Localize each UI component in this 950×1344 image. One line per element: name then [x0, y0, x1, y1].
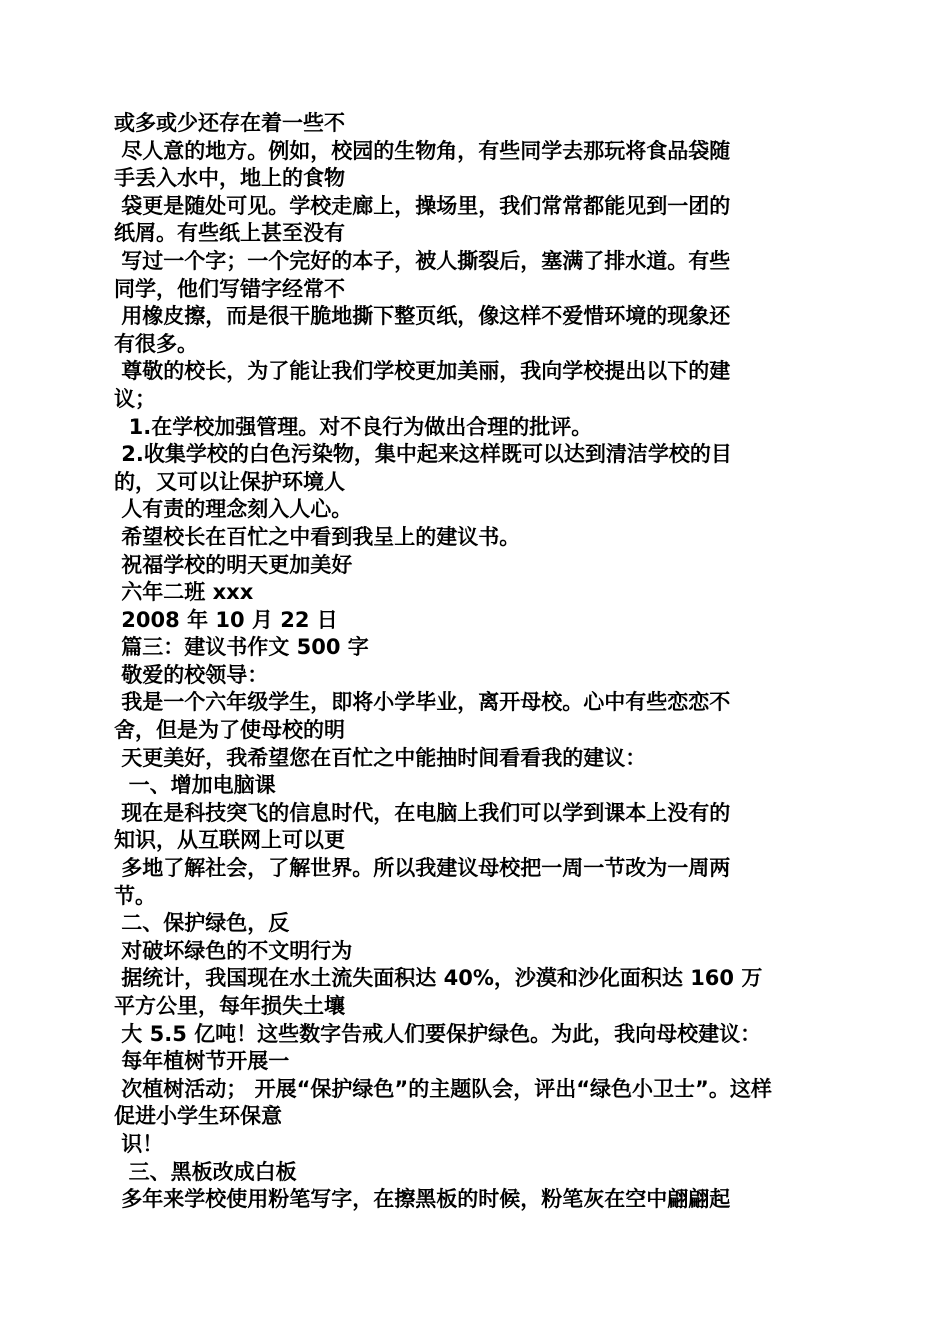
section-heading: 篇三：建议书作文 500 字	[114, 635, 369, 660]
text-line: 人有责的理念刻入人心。	[114, 497, 353, 522]
text-line: 每年植树节开展一	[114, 1049, 290, 1074]
text-line: 多地了解社会，了解世界。所以我建议母校把一周一节改为一周两	[114, 856, 731, 881]
text-line: 祝福学校的明天更加美好	[114, 552, 353, 577]
list-item: 1.在学校加强管理。对不良行为做出合理的批评。	[114, 414, 593, 439]
subheading: 一、增加电脑课	[114, 773, 276, 798]
text-line: 尊敬的校长，为了能让我们学校更加美丽，我向学校提出以下的建	[114, 359, 731, 384]
text-line: 大 5.5 亿吨！这些数字告戒人们要保护绿色。为此，我向母校建议：	[114, 1021, 762, 1046]
text-line: 我是一个六年级学生，即将小学毕业，离开母校。心中有些恋恋不	[114, 690, 731, 715]
text-line: 尽人意的地方。例如，校园的生物角，有些同学去那玩将食品袋随	[114, 138, 731, 163]
text-line: 手丢入水中，地上的食物	[114, 166, 345, 191]
text-line: 同学，他们写错字经常不	[114, 276, 345, 301]
list-item: 2.收集学校的白色污染物，集中起来这样既可以达到清洁学校的目	[114, 442, 732, 467]
text-line: 议；	[114, 386, 156, 411]
text-line: 多年来学校使用粉笔写字，在擦黑板的时候，粉笔灰在空中翩翩起	[114, 1187, 731, 1212]
subheading: 三、黑板改成白板	[114, 1159, 297, 1184]
text-line: 平方公里，每年损失土壤	[114, 994, 345, 1018]
text-line: 或多或少还存在着一些不	[114, 111, 345, 135]
text-line: 次植树活动； 开展“保护绿色”的主题队会，评出“绿色小卫士”。这样	[114, 1076, 772, 1101]
text-line: 对破坏绿色的不文明行为	[114, 938, 353, 963]
text-line: 识！	[114, 1131, 164, 1156]
text-line: 希望校长在百忙之中看到我呈上的建议书。	[114, 524, 521, 549]
text-line: 纸屑。有些纸上甚至没有	[114, 221, 345, 246]
text-line: 天更美好，我希望您在百忙之中能抽时间看看我的建议：	[114, 745, 647, 770]
text-line: 节。	[114, 883, 156, 908]
text-line: 的，又可以让保护环境人	[114, 469, 345, 494]
text-line: 舍，但是为了使母校的明	[114, 718, 345, 743]
text-line: 据统计，我国现在水土流失面积达 40%，沙漠和沙化面积达 160 万	[114, 966, 763, 991]
document-body	[114, 110, 834, 1214]
signature-date: 2008 年 10 月 22 日	[114, 607, 338, 632]
salutation: 敬爱的校领导：	[114, 662, 269, 687]
subheading: 二、保护绿色，反	[114, 911, 290, 936]
text-line: 用橡皮擦，而是很干脆地撕下整页纸，像这样不爱惜环境的现象还	[114, 304, 731, 329]
text-line: 知识，从互联网上可以更	[114, 828, 345, 853]
signature-class: 六年二班 xxx	[114, 580, 254, 605]
text-line: 现在是科技突飞的信息时代，在电脑上我们可以学到课本上没有的	[114, 800, 731, 825]
text-line: 写过一个字；一个完好的本子，被人撕裂后，塞满了排水道。有些	[114, 248, 731, 273]
text-line: 有很多。	[114, 331, 198, 356]
text-line: 促进小学生环保意	[114, 1104, 282, 1129]
text-line: 袋更是随处可见。学校走廊上，操场里，我们常常都能见到一团的	[114, 193, 731, 218]
